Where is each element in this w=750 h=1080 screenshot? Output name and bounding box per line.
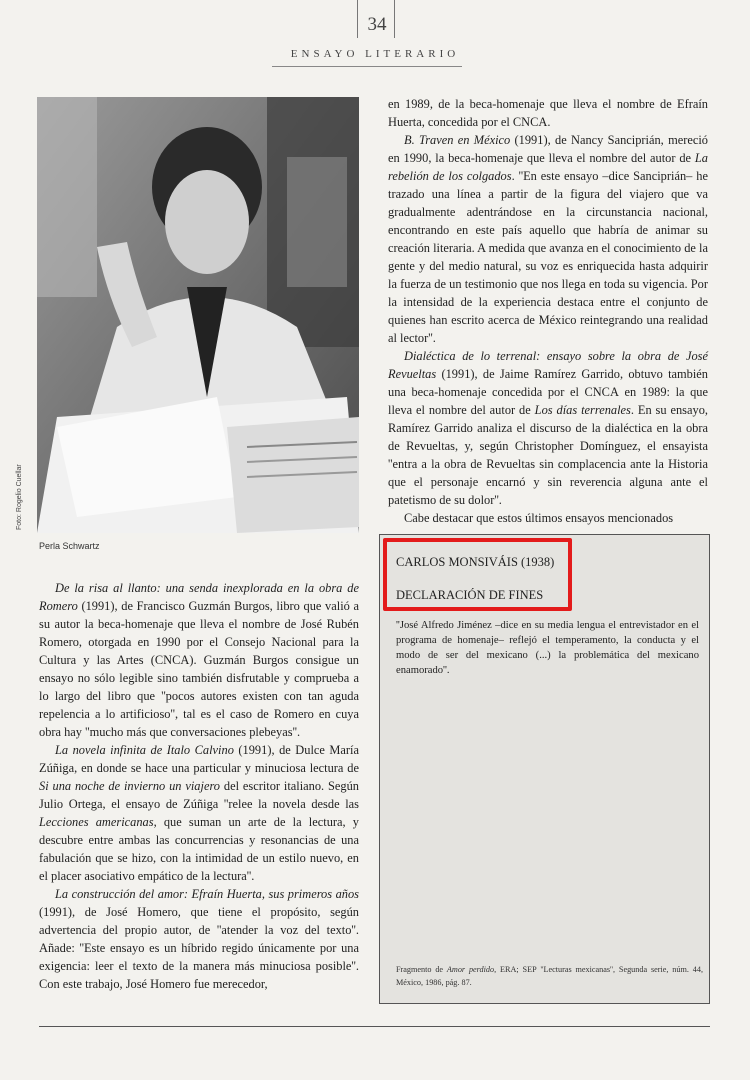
header-rule [272,66,462,67]
paragraph: De la risa al llanto: una senda inexplorada en la obra de Romero (1991), de Francisco Guzmán Burgos, libro que valió a su autor la beca-homenaje que lleva el nombre de José Rubén Romero, otorgada en 1990 por el Consejo Nacional para la Cultura y las Artes (CNCA). Guzmán Burgos consigue un ensayo no sólo legible sino también disfrutable y comprueba a lo largo del libro que ''pocos autores existen con tan aguda repelencia a lo artificioso'', tal es el caso de Romero en cuya obra hay ''mucho más que conversaciones plebeyas''. [39,581,359,739]
paragraph: La novela infinita de Italo Calvino (1991), de Dulce María Zúñiga, en donde se hace una particular y minuciosa lectura de Si una noche de invierno un viajero del escritor italiano. Según Julio Ortega, el ensayo de Zúñiga ''relee la novela desde las Lecciones americanas, que suman un arte de la lectura, y descubre entre ambas las concurrencias y resonancias de una fabulación que se hizo, con la intimidad de un estilo nuevo, en el placer asociativo empático de la lectura''. [39,743,359,883]
box-quote: ''José Alfredo Jiménez –dice en su media lengua el entrevistador en el programa de homenaje– reflejó el temperamento, la conducta y el modo de ser del mexicano (...) la problemática del mexicano enamorado''. [396,620,699,676]
paragraph: Cabe destacar que estos últimos ensayos mencionados [404,511,674,525]
photo-credit: Foto: Rogelio Cuellar [16,464,23,530]
paragraph: en 1989, de la beca-homenaje que lleva el nombre de Efraín Huerta, concedida por el CNCA. [388,97,708,129]
paragraph: La construcción del amor: Efraín Huerta, sus primeros años (1991), de José Homero, que tiene el propósito, según advertencia del propio autor, de ''atender la voz del texto''. Añade: ''Este ensayo es un híbrido regido únicamente por una exigencia: leer el texto de la manera más minuciosa posible''. Con este trabajo, José Homero fue merecedor, [39,887,359,991]
right-column [388,95,708,527]
page-number: 34 [367,14,387,35]
section-title: ENSAYO LITERARIO [290,48,460,60]
box-source: Fragmento de Amor perdido, ERA; SEP ''Lecturas mexicanas'', Segunda serie, núm. 44, México, 1986, pág. 87. [396,965,703,987]
portrait-photo [37,97,359,533]
paragraph: B. Traven en México (1991), de Nancy Sanciprián, mereció en 1990, la beca-homenaje que lleva el nombre del autor de La rebelión de los colgados. ''En este ensayo –dice Sanciprián– he trazado una línea a partir de la figura del viajero que va gradualmente adentrándose en la circunstancia nacional, encontrando en este país aquello que habría de animar su creación literaria. A medida que avanza en el conocimiento de la gente y del medio natural, su voz es enriquecida hasta adquirir la fuerza de un testimonio que nos llega en toda su vigencia. Por la intensidad de la experiencia destaca entre el conjunto de quienes han escrito acerca de México reintegrando una realidad al lector''. [388,133,708,345]
left-column [39,579,359,993]
header-divider [357,0,358,38]
box-author: CARLOS MONSIVÁIS (1938) [396,555,555,569]
highlight-annotation [383,538,572,611]
header-divider [394,0,395,38]
box-heading: DECLARACIÓN DE FINES [396,588,544,602]
footer-rule [39,1026,710,1027]
paragraph: Dialéctica de lo terrenal: ensayo sobre la obra de José Revueltas (1991), de Jaime Ramírez Garrido, obtuvo también una beca-homenaje concedida por el CNCA en 1989: la que lleva el nombre del autor de Los días terrenales. En su ensayo, Ramírez Garrido analiza el discurso de la dialéctica en la obra de Revueltas, y, según Christopher Domínguez, el ensayista ''entra a la obra de Revueltas sin complacencia ante la Historia que el personaje encarnó y sin reverencia alguna ante el patetismo de su dolor''. [388,349,708,507]
photo-caption: Perla Schwartz [39,541,100,551]
